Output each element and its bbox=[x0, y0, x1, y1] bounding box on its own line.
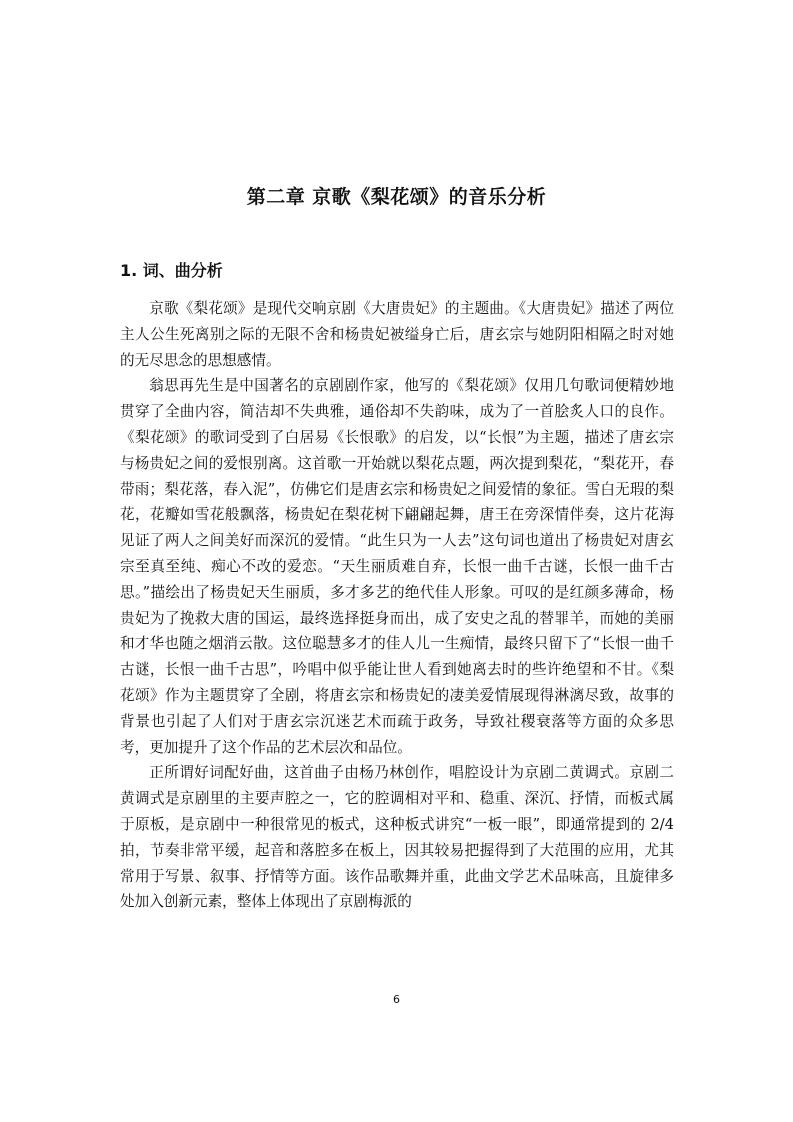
chapter-title: 第二章 京歌《梨花颂》的音乐分析 bbox=[246, 186, 547, 208]
section-heading: 1. 词、曲分析 bbox=[120, 261, 223, 280]
paragraph-intro: 京歌《梨花颂》是现代交响京剧《大唐贵妃》的主题曲。《大唐贵妃》描述了两位主人公生死离别之际的无限不舍和杨贵妃被缢身亡后，唐玄宗与她阴阳相隔之时对她的无尽思念的思想感情。 bbox=[120, 300, 674, 369]
paragraph-music-analysis: 正所谓好词配好曲，这首曲子由杨乃林创作，唱腔设计为京剧二黄调式。京剧二黄调式是京剧里的主要声腔之一，它的腔调相对平和、稳重、深沉、抒情，而板式属于原板，是京剧中一种很常见的板式，这种板式讲究“一板一眼”，即通常提到的 2/4 拍，节奏非常平缓，起音和落腔多在板上，因其较易把握得到了大范围的应用，尤其常用于写景、叙事、抒情等方面。该作品歌舞并重，此曲文学艺术品味高，且旋律多处加入创新元素，整体上体现出了京剧梅派的 bbox=[120, 764, 674, 911]
paragraph-lyrics-analysis: 翁思再先生是中国著名的京剧剧作家，他写的《梨花颂》仅用几句歌词便精妙地贯穿了全曲内容，简洁却不失典雅，通俗却不失韵味，成为了一首脍炙人口的良作。《梨花颂》的歌词受到了白居易《长恨歌》的启发，以“长恨”为主题，描述了唐玄宗与杨贵妃之间的爱恨别离。这首歌一开始就以梨花点题，两次提到梨花，“梨花开，春带雨；梨花落，春入泥”，仿佛它们是唐玄宗和杨贵妃之间爱情的象征。雪白无瑕的梨花，花瓣如雪花般飘落，杨贵妃在梨花树下翩翩起舞，唐王在旁深情伴奏，这片花海见证了两人之间美好而深沉的爱情。“此生只为一人去”这句词也道出了杨贵妃对唐玄宗至真至纯、痴心不改的爱恋。“天生丽质难自弃，长恨一曲千古谜，长恨一曲千古思。”描绘出了杨贵妃天生丽质，多才多艺的绝代佳人形象。可叹的是红颜多薄命，杨贵妃为了挽救大唐的国运，最终选择挺身而出，成了安史之乱的替罪羊，而她的美丽和才华也随之烟消云散。这位聪慧多才的佳人儿一生痴情，最终只留下了“长恨一曲千古谜，长恨一曲千古思”，吟唱中似乎能让世人看到她离去时的些许绝望和不甘。《梨花颂》作为主题贯穿了全剧，将唐玄宗和杨贵妃的凄美爱情展现得淋漓尽致，故事的背景也引起了人们对于唐玄宗沉迷艺术而疏于政务，导致社稷衰落等方面的众多思考，更加提升了这个作品的艺术层次和品位。 bbox=[120, 377, 674, 756]
body-text bbox=[120, 296, 674, 915]
page-number: 6 bbox=[393, 993, 400, 1006]
